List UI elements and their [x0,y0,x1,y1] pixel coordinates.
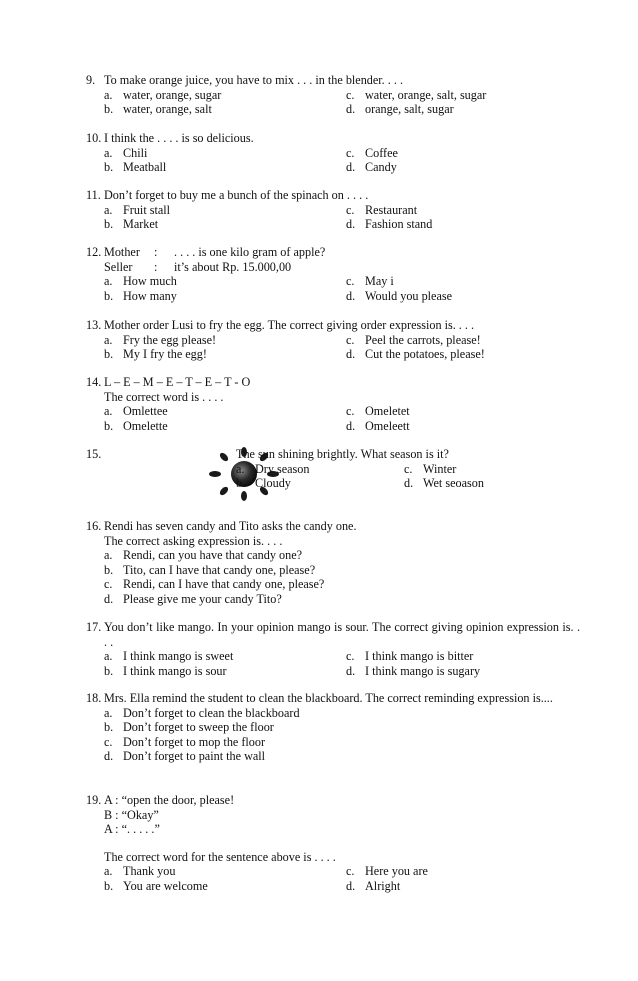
option-d[interactable]: d. Omeleett [346,418,410,433]
question-18 [86,691,580,764]
option-b[interactable]: b. Cloudy [236,476,291,491]
question-stem: Rendi has seven candy and Tito asks the candy one. [104,519,357,533]
dialog-line: A : “open the door, please! [104,793,235,807]
option-d[interactable]: d. Don’t forget to paint the wall [104,749,266,764]
question-stem: The sun shining brightly. What season is it? [236,447,449,461]
question-17 [86,620,580,678]
option-d[interactable]: d. Please give me your candy Tito? [104,591,282,606]
question-12 [86,245,580,303]
question-stem: I think the . . . . is so delicious. [104,131,254,145]
question-stem: Mrs. Ella remind the student to clean the blackboard. The correct reminding expression is.... [104,691,553,705]
option-b[interactable]: b. You are welcome [104,878,208,893]
options [104,548,580,606]
option-a[interactable]: a. Thank you [104,864,176,879]
question-number: 11. [86,188,101,202]
question-number: 14. [86,375,102,389]
option-b[interactable]: b. I think mango is sour [104,663,227,678]
option-d[interactable]: d. orange, salt, sugar [346,102,454,117]
option-a[interactable]: a. I think mango is sweet [104,649,234,664]
question-stem: L – E – M – E – T – E – T - O [104,375,251,389]
option-a[interactable]: a. Rendi, can you have that candy one? [104,548,303,563]
question-stem: Mother order Lusi to fry the egg. The correct giving order expression is. . . . [104,318,475,332]
question-stem-2: The correct word is . . . . [104,389,224,404]
option-c[interactable]: c. Omeletet [346,404,410,419]
options [104,333,580,362]
question-11 [86,188,580,232]
option-c[interactable]: c. Rendi, can I have that candy one, please? [104,577,325,592]
option-c[interactable]: c. May i [346,274,394,289]
question-stem: The correct word for the sentence above is . . . . [104,849,336,864]
question-number: 13. [86,318,102,332]
options [104,864,580,893]
option-d[interactable]: d. Candy [346,160,397,175]
question-number: 12. [86,245,102,259]
question-number: 17. [86,620,102,634]
option-b[interactable]: b. water, orange, salt [104,102,212,117]
dialog-line: A : “. . . . .” [104,822,160,837]
option-a[interactable]: a. Don’t forget to clean the blackboard [104,705,300,720]
option-b[interactable]: b. Tito, can I have that candy one, please? [104,562,316,577]
question-number: 10. [86,131,102,145]
options [236,462,576,491]
option-a[interactable]: a. Omlettee [104,404,168,419]
option-b[interactable]: b. Don’t forget to sweep the floor [104,720,274,735]
option-b[interactable]: b. My I fry the egg! [104,347,207,362]
option-b[interactable]: b. Market [104,217,159,232]
option-d[interactable]: d. Alright [346,878,401,893]
question-19 [86,793,580,894]
options [104,274,580,303]
options [104,203,580,232]
option-c[interactable]: c. Don’t forget to mop the floor [104,734,266,749]
question-number: 9. [86,73,96,87]
options [104,649,580,678]
option-c[interactable]: c. I think mango is bitter [346,649,474,664]
option-b[interactable]: b. Omelette [104,418,168,433]
question-stem: To make orange juice, you have to mix . . . in the blender. . . . [104,73,404,87]
option-b[interactable]: b. How many [104,288,177,303]
option-c[interactable]: c. Winter [404,461,457,476]
options [104,146,580,175]
question-10 [86,131,580,175]
option-d[interactable]: d. Wet seoason [404,476,484,491]
option-a[interactable]: a. Chili [104,145,148,160]
option-c[interactable]: c. Peel the carrots, please! [346,332,481,347]
question-16 [86,519,580,607]
options [104,404,580,433]
option-d[interactable]: d. Would you please [346,288,453,303]
question-number: 15. [86,447,102,461]
option-c[interactable]: c. Here you are [346,864,428,879]
dialog-line: Mother : . . . . is one kilo gram of apple? [104,245,326,259]
option-d[interactable]: d. I think mango is sugary [346,663,481,678]
question-14 [86,375,580,433]
question-9 [86,73,580,117]
option-d[interactable]: d. Fashion stand [346,217,433,232]
dialog-line: Seller : it’s about Rp. 15.000,00 [104,259,292,274]
options [104,88,580,117]
dialog-line: B : “Okay” [104,807,159,822]
option-c[interactable]: c. Coffee [346,145,398,160]
question-number: 16. [86,519,102,533]
question-15 [86,447,580,511]
option-d[interactable]: d. Cut the potatoes, please! [346,347,485,362]
option-a[interactable]: a. Fruit stall [104,202,171,217]
question-stem-2: The correct asking expression is. . . . [104,533,283,548]
option-b[interactable]: b. Meatball [104,160,167,175]
question-stem: Don’t forget to buy me a bunch of the spinach on . . . . [104,188,369,202]
option-a[interactable]: a. Fry the egg please! [104,332,217,347]
option-a[interactable]: a. water, orange, sugar [104,87,222,102]
option-a[interactable]: a. How much [104,274,177,289]
option-a[interactable]: a. Dry season [236,461,310,476]
options [104,706,580,764]
option-c[interactable]: c. Restaurant [346,202,418,217]
question-stem: You don’t like mango. In your opinion mango is sour. The correct giving opinion expression is. . . . [104,620,580,649]
question-number: 18. [86,691,102,705]
question-13 [86,318,580,362]
question-number: 19. [86,793,102,807]
option-c[interactable]: c. water, orange, salt, sugar [346,87,487,102]
